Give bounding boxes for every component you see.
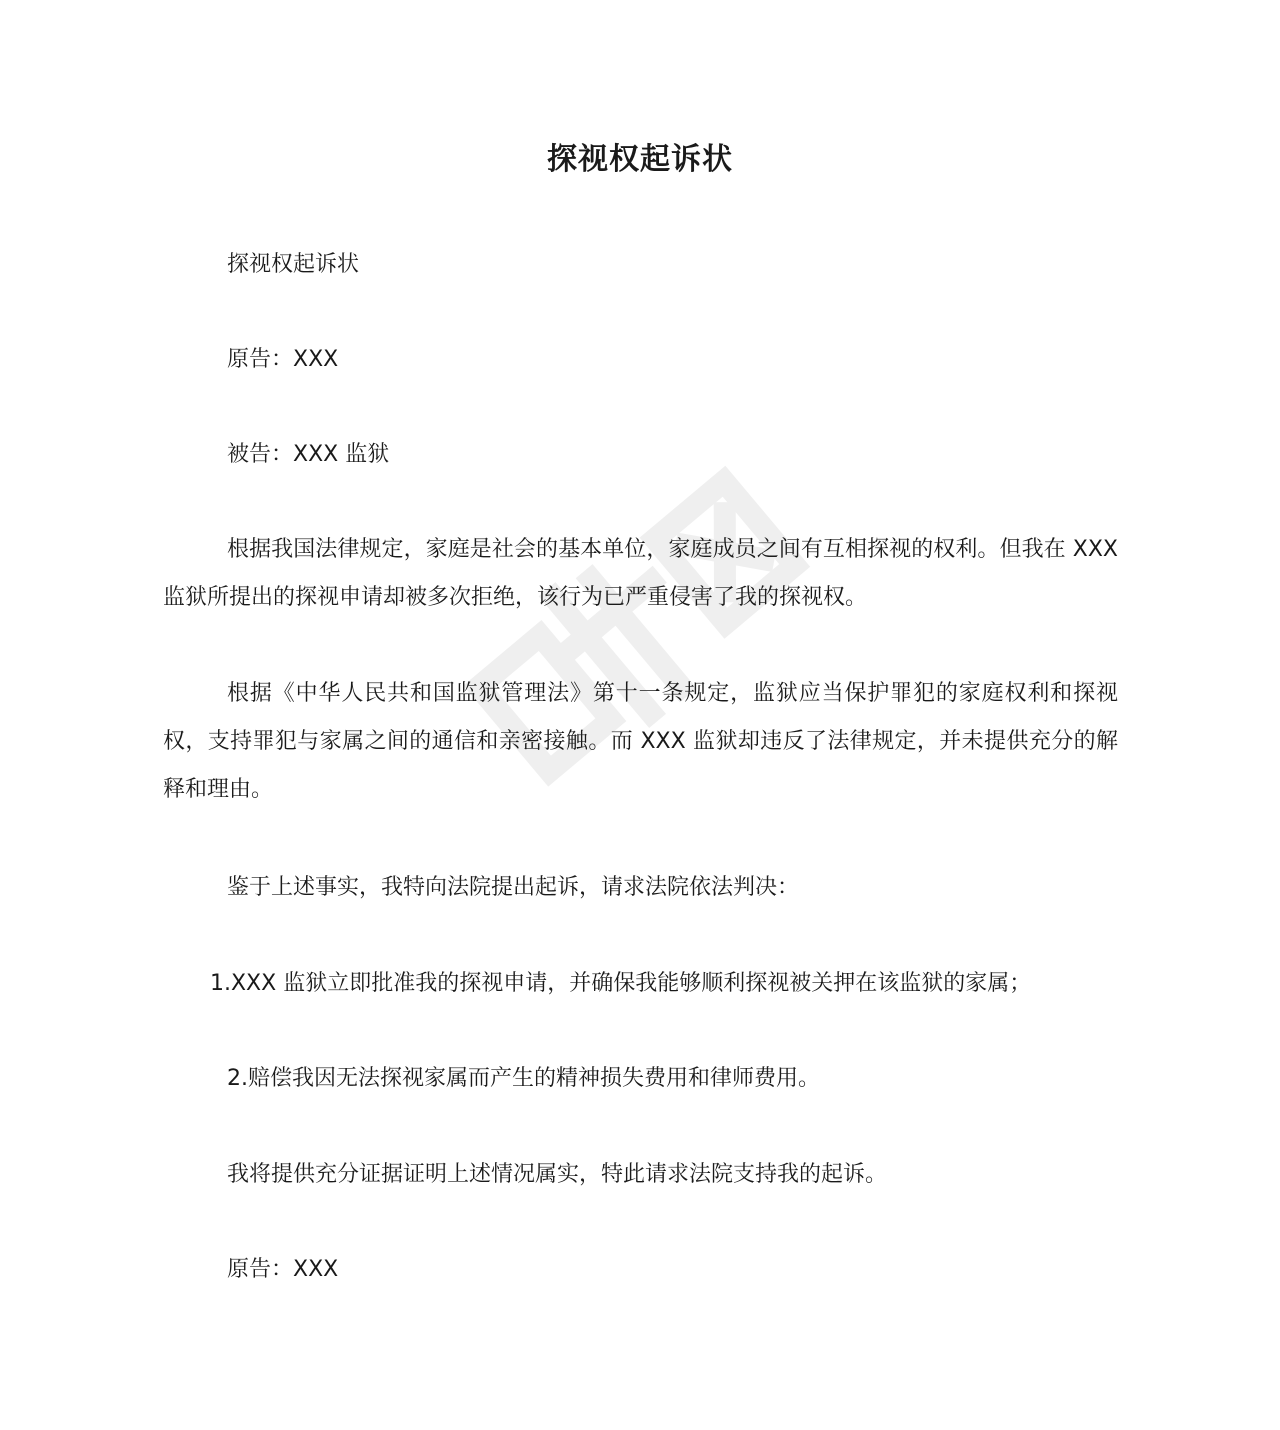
defendant-line: 被告：XXX 监狱 <box>227 442 390 467</box>
plaintiff-line: 原告：XXX <box>227 347 339 372</box>
request-item-2: 2.赔偿我因无法探视家属而产生的精神损失费用和律师费用。 <box>227 1066 820 1091</box>
document-title: 探视权起诉状 <box>547 142 733 177</box>
document-subtitle: 探视权起诉状 <box>227 252 360 277</box>
signature-line: 原告：XXX <box>227 1257 339 1282</box>
paragraph-legal-basis: 根据《中华人民共和国监狱管理法》第十一条规定，监狱应当保护罪犯的家庭权利和探视权，支持罪犯与家属之间的通信和亲密接触。而 XXX 监狱却违反了法律规定，并未提供充分的解释和理由。 <box>163 681 1118 802</box>
paragraph-facts: 根据我国法律规定，家庭是社会的基本单位，家庭成员之间有互相探视的权利。但我在 XXX 监狱所提出的探视申请却被多次拒绝，该行为已严重侵害了我的探视权。 <box>163 537 1118 610</box>
paragraph-closing: 我将提供充分证据证明上述情况属实，特此请求法院支持我的起诉。 <box>227 1162 888 1187</box>
paragraph-request-intro: 鉴于上述事实，我特向法院提出起诉，请求法院依法判决： <box>227 875 800 900</box>
request-item-1: 1.XXX 监狱立即批准我的探视申请，并确保我能够顺利探视被关押在该监狱的家属； <box>210 971 1032 996</box>
